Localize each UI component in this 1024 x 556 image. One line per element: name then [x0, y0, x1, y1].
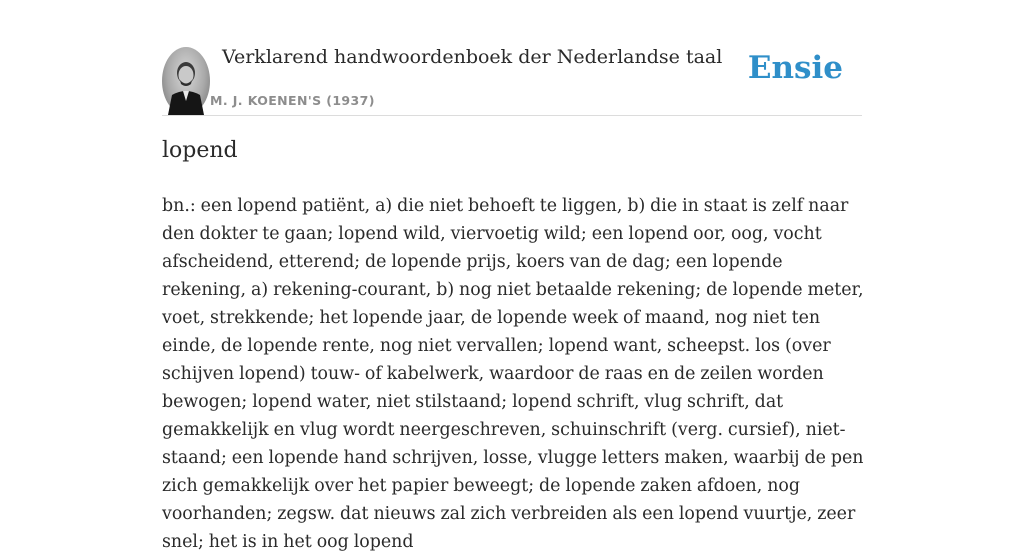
entry-headword: lopend: [162, 138, 238, 163]
portrait-image: [162, 47, 210, 115]
ensie-logo-link[interactable]: Ensie: [747, 50, 843, 86]
entry-definition: bn.: een lopend patiënt, a) die niet behoeft te liggen, b) die in staat is zelf naar den dokter te gaan; lopend wild, viervoetig wild; een lopend oor, oog, vocht afscheidend, etterend; de lopende prijs, koers van de dag; een lopende rekening, a) rekening-courant, b) nog niet betaalde rekening; de lopende meter, voet, strekkende; het lopende jaar, de lopende week of maand, nog niet ten einde, de lopende rente, nog niet vervallen; lopend want, scheepst. los (over schijven lopend) touw- of kabelwerk, waardoor de raas en de zeilen worden bewogen; lopend water, niet stilstaand; lopend schrift, vlug schrift, dat gemakkelijk en vlug wordt neergeschreven, schuinschrift (verg. cursief), niet-staand; een lopende hand schrijven, losse, vlugge letters maken, waarbij de pen zich gemakkelijk over het papier beweegt; de lopende zaken afdoen, nog voorhanden; zegsw. dat nieuws zal zich verbreiden als een lopend vuurtje, zeer snel; het is in het oog lopend: [162, 196, 864, 552]
header: [162, 44, 862, 116]
author-portrait: [162, 47, 210, 115]
dictionary-edition: M. J. KOENEN'S (1937): [210, 93, 375, 108]
dictionary-title: Verklarend handwoordenboek der Nederlandse taal: [222, 46, 723, 68]
